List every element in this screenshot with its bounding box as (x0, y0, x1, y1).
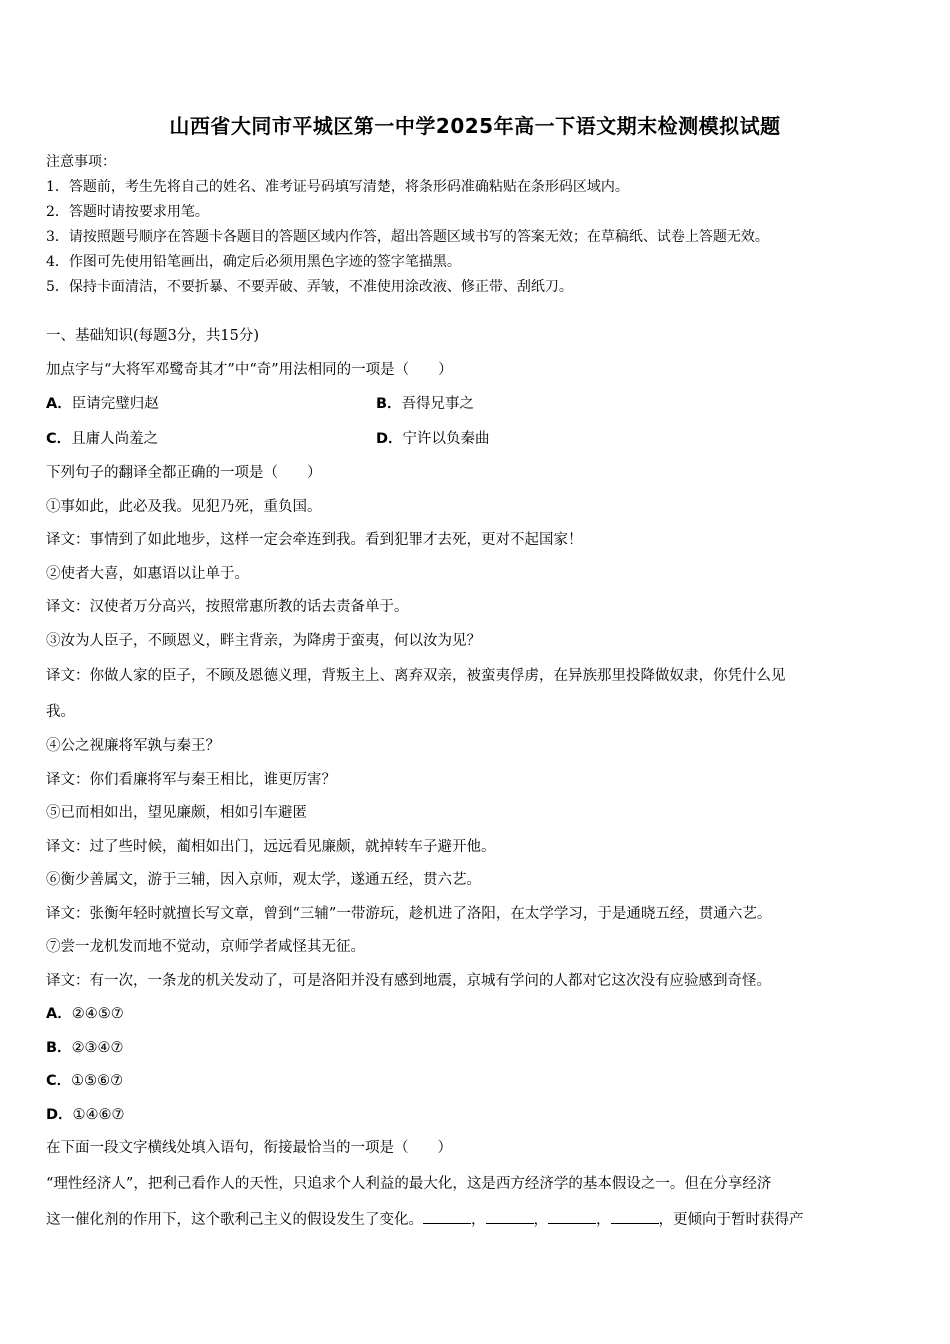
notes-item: 1．答题前，考生先将自己的姓名、准考证号码填写清楚，将条形码准确粘贴在条形码区域内。 (46, 179, 629, 195)
notes-item: 3．请按照题号顺序在答题卡各题目的答题区域内作答，超出答题区域书写的答案无效；在草稿纸、试卷上答题无效。 (46, 229, 769, 245)
option-text: 吾得兄事之 (401, 396, 475, 412)
section-heading: 一、基础知识(每题3分，共15分) (46, 328, 259, 344)
option-text: ②④⑤⑦ (71, 1006, 124, 1022)
q2-translation-3: 译文：你做人家的臣子，不顾及恩德义理，背叛主上、离弃双亲，被蛮夷俘虏，在异族那里投降做奴隶，你凭什么见 (46, 668, 786, 684)
q1-option-c[interactable] (46, 422, 376, 457)
option-text: ②③④⑦ (71, 1039, 124, 1056)
page-title: 山西省大同市平城区第一中学2025年高一下语文期末检测模拟试题 (169, 114, 781, 138)
option-text: ①④⑥⑦ (72, 1106, 125, 1123)
q2-translation-4: 译文：你们看廉将军与秦王相比，谁更厉害？ (46, 771, 336, 788)
q2-option-b[interactable] (46, 1032, 904, 1066)
option-label: A． (46, 396, 72, 412)
q2-translation-1: 译文：事情到了如此地步，这样一定会牵连到我。看到犯罪才去死，更对不起国家！ (46, 532, 583, 548)
option-label: B． (46, 1039, 72, 1056)
q3-passage-text-end: ，更倾向于暂时获得产 (658, 1211, 804, 1228)
notes-item: 2．答题时请按要求用笔。 (46, 204, 209, 220)
option-text: ①⑤⑥⑦ (71, 1073, 124, 1089)
q2-sentence-2: ②使者大喜，如惠语以让单于。 (46, 565, 249, 582)
blank-separator: ， (533, 1211, 548, 1228)
option-label: D． (376, 431, 403, 447)
q3-passage-line-2 (46, 1202, 904, 1238)
fill-blank[interactable] (611, 1209, 659, 1224)
q2-translation-7: 译文：有一次，一条龙的机关发动了，可是洛阳并没有感到地震，京城有学问的人都对它这次没有应验感到奇怪。 (46, 972, 771, 989)
fill-blank[interactable] (486, 1209, 534, 1224)
q3-passage-text: 这一催化剂的作用下，这个歌利己主义的假设发生了变化。 (46, 1211, 423, 1228)
option-label: B． (376, 396, 402, 412)
option-label: A． (46, 1006, 72, 1022)
q2-translation-6: 译文：张衡年轻时就擅长写文章，曾到“三辅”一带游玩，趁机进了洛阳，在太学学习，于是通晓五经，贯通六艺。 (46, 905, 772, 922)
option-label: C． (46, 431, 72, 447)
blank-separator: ， (596, 1211, 611, 1228)
option-text: 宁许以负秦曲 (402, 431, 490, 447)
option-label: D． (46, 1106, 73, 1123)
option-text: 且庸人尚羞之 (71, 431, 159, 447)
notes-heading: 注意事项： (46, 154, 116, 170)
fill-blank[interactable] (548, 1209, 596, 1224)
notes-item: 5．保持卡面清洁，不要折暴、不要弄破、弄皱，不准使用涂改液、修正带、刮纸刀。 (46, 279, 573, 295)
notes-section (46, 150, 926, 300)
q2-sentence-5: ⑤已而相如出，望见廉颇，相如引车避匿 (46, 805, 307, 821)
q2-sentence-4: ④公之视廉将军孰与秦王？ (46, 738, 220, 754)
q2-option-a[interactable] (46, 998, 904, 1032)
q3-passage-line-1: “理性经济人”，把利己看作人的天性，只追求个人利益的最大化，这是西方经济学的基本假设之一。但在分享经济 (46, 1175, 772, 1192)
notes-item: 4．作图可先使用铅笔画出，确定后必须用黑色字迹的签字笔描黑。 (46, 254, 461, 270)
option-text: 臣请完璧归赵 (71, 396, 159, 412)
q2-translation-3-cont: 我。 (46, 704, 75, 720)
q2-sentence-6: ⑥衡少善属文，游于三辅，因入京师，观太学，遂通五经，贯六艺。 (46, 872, 481, 888)
q1-option-d[interactable] (376, 422, 706, 457)
q1-option-a[interactable] (46, 387, 376, 422)
blank-separator: ， (471, 1211, 486, 1228)
q3-stem: 在下面一段文字横线处填入语句，衔接最恰当的一项是（ ） (46, 1140, 452, 1156)
section-basic-knowledge (46, 320, 904, 1238)
q2-sentence-3: ③汝为人臣子，不顾恩义，畔主背亲，为降虏于蛮夷，何以汝为见？ (46, 632, 481, 649)
q2-stem: 下列句子的翻译全都正确的一项是（ ） (46, 465, 322, 481)
fill-blank[interactable] (423, 1209, 471, 1224)
q2-sentence-7: ⑦尝一龙机发而地不觉动，京师学者咸怪其无征。 (46, 939, 365, 955)
q2-sentence-1: ①事如此，此必及我。见犯乃死，重负国。 (46, 498, 322, 515)
q1-options-row (46, 422, 904, 457)
q2-translation-5: 译文：过了些时候，蔺相如出门，远远看见廉颇，就掉转车子避开他。 (46, 838, 496, 855)
q1-options-row (46, 387, 904, 422)
q2-option-c[interactable] (46, 1065, 904, 1099)
option-label: C． (46, 1073, 72, 1089)
q1-stem: 加点字与“大将军邓鹭奇其才”中“奇”用法相同的一项是（ ） (46, 361, 453, 378)
q2-translation-2: 译文：汉使者万分高兴，按照常惠所教的话去责备单于。 (46, 599, 409, 615)
q2-option-d[interactable] (46, 1099, 904, 1133)
q1-option-b[interactable] (376, 387, 706, 422)
